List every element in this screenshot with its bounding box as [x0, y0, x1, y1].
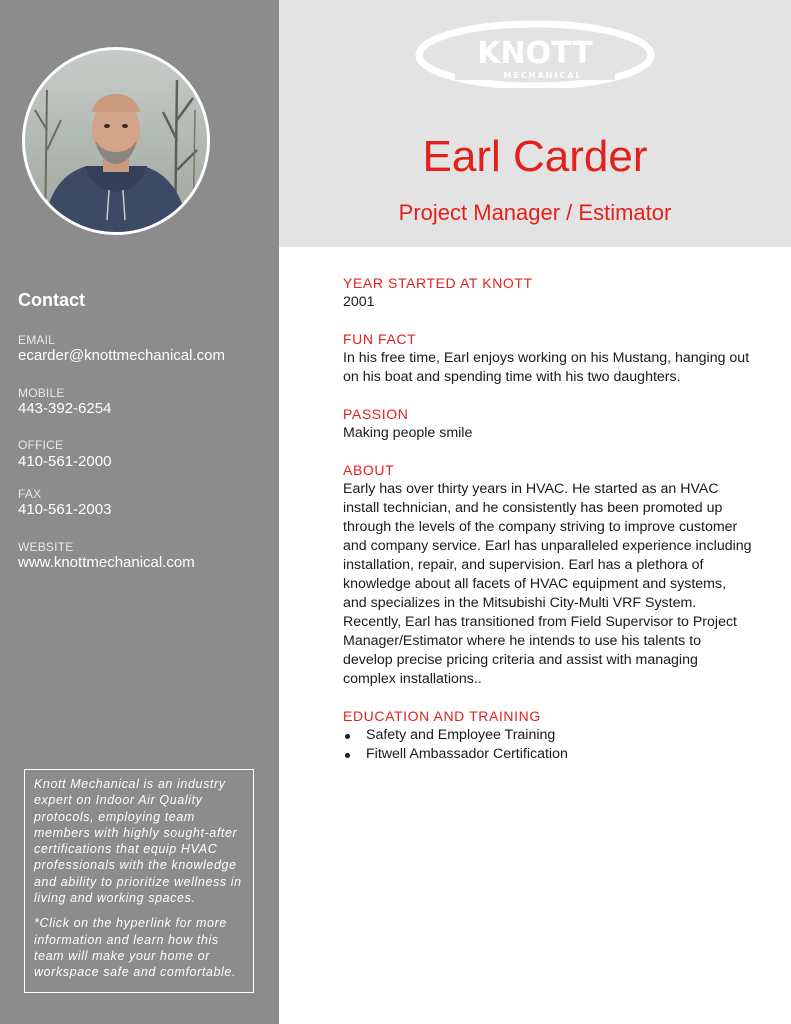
year-started-value: 2001 — [343, 294, 375, 310]
office-number[interactable]: 410-561-2000 — [18, 453, 112, 470]
profile-photo-image — [25, 50, 207, 232]
website-link[interactable]: www.knottmechanical.com — [18, 554, 195, 571]
employee-title: Project Manager / Estimator — [398, 200, 672, 225]
fun-fact-text: In his free time, Earl enjoys working on his Mustang, hanging out on his boat and spending time with his two daughters. — [343, 350, 750, 385]
fax-number: 410-561-2003 — [18, 501, 112, 518]
header-band — [279, 0, 791, 247]
year-started-section — [343, 274, 753, 312]
employee-name: Earl Carder — [422, 132, 648, 181]
email-label: EMAIL — [18, 333, 56, 347]
list-item: Fitwell Ambassador Certification — [343, 745, 753, 764]
mobile-number[interactable]: 443-392-6254 — [18, 400, 112, 417]
website-label: WEBSITE — [18, 540, 74, 554]
sidebar — [0, 0, 279, 1024]
mobile-label: MOBILE — [18, 386, 65, 400]
education-section — [343, 707, 753, 764]
profile-details — [343, 274, 753, 782]
note-paragraph: Knott Mechanical is an industry expert on Indoor Air Quality protocols, employing team members with highly sought-after certifications that equip HVAC professionals with the knowledge and ability to prioritize wellness in living and working spaces. — [34, 777, 242, 906]
knott-mechanical-logo — [415, 18, 655, 88]
fax-label: FAX — [18, 487, 42, 501]
logo-text: KNOTT — [477, 36, 593, 71]
iaq-note-box — [24, 769, 254, 993]
education-title: EDUCATION AND TRAINING — [343, 708, 541, 724]
list-item: Safety and Employee Training — [343, 726, 753, 745]
education-list — [343, 726, 753, 764]
passion-section — [343, 405, 753, 443]
contact-heading: Contact — [18, 290, 85, 310]
fun-fact-title: FUN FACT — [343, 331, 417, 347]
passion-title: PASSION — [343, 406, 409, 422]
logo-subtext: MECHANICAL — [503, 71, 583, 80]
office-label: OFFICE — [18, 438, 64, 452]
year-started-title: YEAR STARTED AT KNOTT — [343, 275, 533, 291]
about-section — [343, 461, 753, 689]
passion-text: Making people smile — [343, 425, 473, 441]
fun-fact-section — [343, 330, 753, 387]
about-text: Early has over thirty years in HVAC. He started as an HVAC install technician, and he consistently has been promoted up through the levels of the company striving to improve customer and company service. Earl has unparalleled experience including installation, repair, and supervision. Earl has a plethora of knowledge about all facets of HVAC equipment and systems, and specializes in the Mitsubishi City-Multi VRF System. Recently, Earl has transitioned from Field Supervisor to Project Manager/Estimator where he intends to use his talents to develop precise pricing criteria and assist with managing complex installations.. — [343, 481, 752, 687]
about-title: ABOUT — [343, 462, 395, 478]
email-link[interactable]: ecarder@knottmechanical.com — [18, 347, 225, 364]
note-hyperlink-paragraph[interactable]: *Click on the hyperlink for more information and learn how this team will make your home or workspace safe and comfortable. — [34, 916, 237, 980]
profile-photo — [22, 47, 210, 235]
